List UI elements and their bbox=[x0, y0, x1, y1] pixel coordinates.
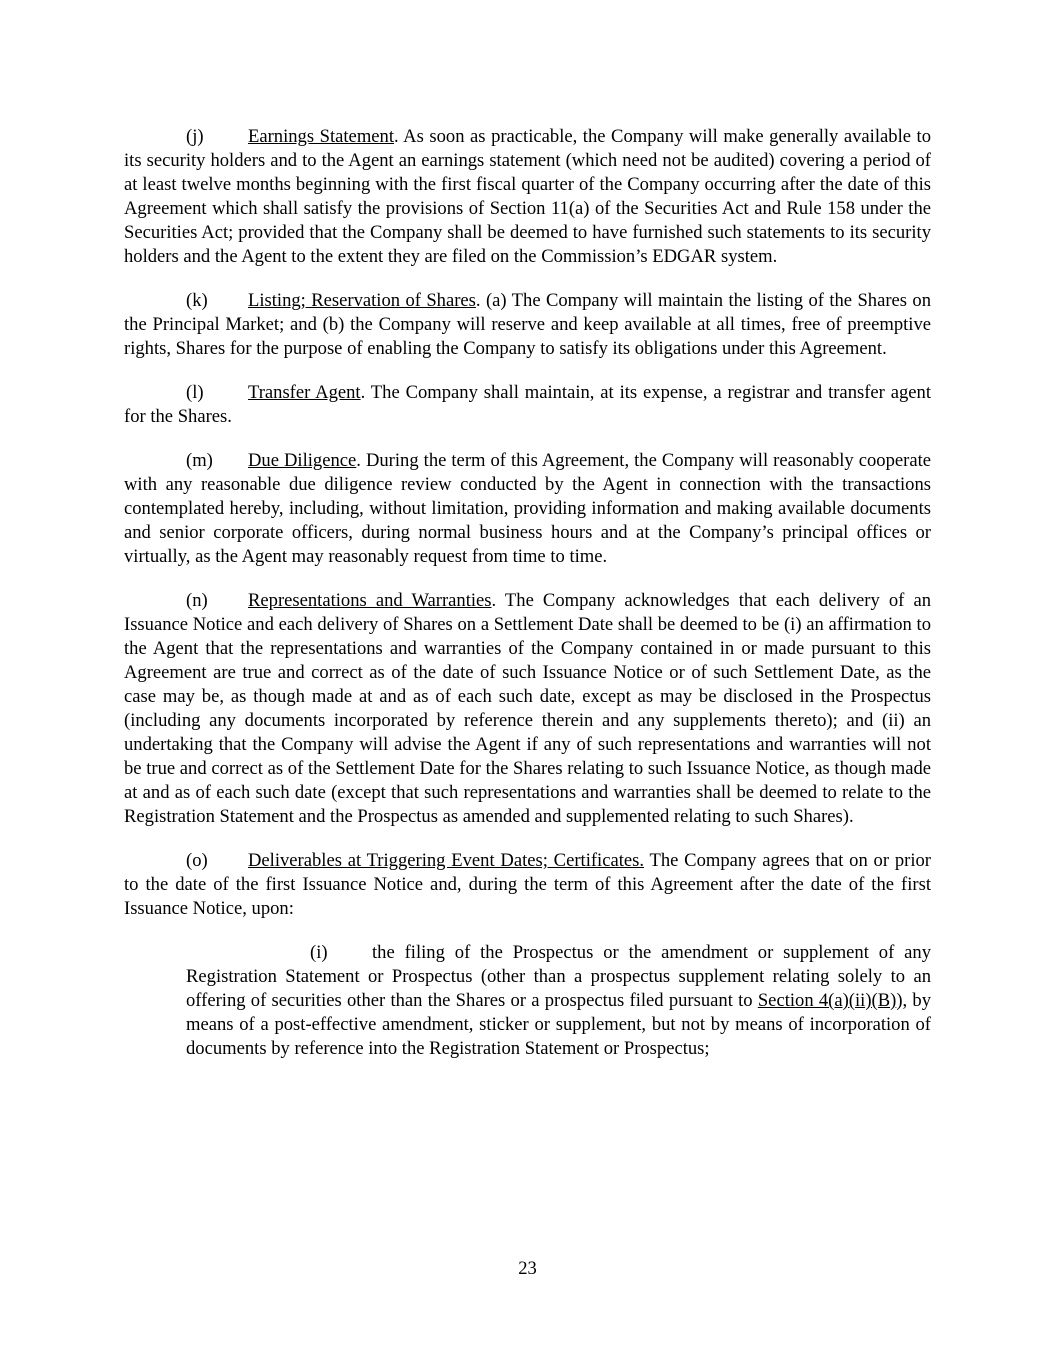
paragraph-number: (n) bbox=[186, 590, 208, 611]
paragraph-l bbox=[124, 381, 931, 429]
paragraph-m bbox=[124, 449, 931, 569]
paragraph-heading: Deliverables at Triggering Event Dates; Certificates. bbox=[248, 850, 645, 871]
page-number: 23 bbox=[518, 1258, 537, 1279]
paragraph-n bbox=[124, 589, 931, 829]
paragraph-number: (k) bbox=[186, 290, 208, 311]
paragraph-text: The Company agrees that on or prior to the date of the first Issuance Notice and, during the term of this Agreement after the date of the first Issuance Notice, upon: bbox=[124, 850, 931, 919]
subparagraph-number: (i) bbox=[310, 942, 328, 963]
paragraph-text: . During the term of this Agreement, the Company will reasonably cooperate with any reasonable due diligence review conducted by the Agent in connection with the transactions contemplated hereby, including, without limitation, providing information and making available documents and senior corporate officers, during normal business hours and at the Company’s principal offices or virtually, as the Agent may reasonably request from time to time. bbox=[124, 450, 931, 567]
paragraph-text: . As soon as practicable, the Company will make generally available to its security holders and to the Agent an earnings statement (which need not be audited) covering a period of at least twelve months beginning with the first fiscal quarter of the Company occurring after the date of this Agreement which shall satisfy the provisions of Section 11(a) of the Securities Act and Rule 158 under the Securities Act; provided that the Company shall be deemed to have furnished such statements to its security holders and the Agent to the extent they are filed on the Commission’s EDGAR system. bbox=[124, 126, 931, 267]
paragraph-j bbox=[124, 125, 931, 269]
paragraph-number: (m) bbox=[186, 450, 213, 471]
paragraph-heading: Earnings Statement bbox=[248, 126, 394, 147]
paragraph-heading: Representations and Warranties bbox=[248, 590, 492, 611]
paragraph-heading: Due Diligence bbox=[248, 450, 357, 471]
paragraph-text: . The Company acknowledges that each delivery of an Issuance Notice and each delivery of Shares on a Settlement Date shall be deemed to be (i) an affirmation to the Agent that the representations and warranties of the Company contained in or made pursuant to this Agreement are true and correct as of the date of such Issuance Notice or of such Settlement Date, as the case may be, as though made at and as of each such date, except as may be disclosed in the Prospectus (including any documents incorporated by reference therein and any supplements thereto); and (ii) an undertaking that the Company will advise the Agent if any of such representations and warranties will not be true and correct as of the Settlement Date for the Shares relating to such Issuance Notice, as though made at and as of each such date (except that such representations and warranties shall be deemed to relate to the Registration Statement and the Prospectus as amended and supplemented relating to such Shares). bbox=[124, 590, 932, 827]
paragraph-heading: Transfer Agent bbox=[248, 382, 361, 403]
paragraph-heading: Listing; Reservation of Shares bbox=[248, 290, 476, 311]
section-reference: Section 4(a)(ii)(B) bbox=[757, 990, 897, 1011]
subparagraph-text-after: ), by means of a post-effective amendment, sticker or supplement, but not by means of incorporation of documents by reference into the Registration Statement or Prospectus; bbox=[186, 990, 931, 1059]
subparagraph-i bbox=[186, 941, 931, 1061]
subparagraph-text-before: the filing of the Prospectus or the amendment or supplement of any Registration Statement or Prospectus (other than a prospectus supplement relating solely to an offering of securities other than the Shares or a prospectus filed pursuant to bbox=[186, 942, 931, 1011]
paragraph-k bbox=[124, 289, 931, 361]
paragraph-text: . (a) The Company will maintain the listing of the Shares on the Principal Market; and (b) the Company will reserve and keep available at all times, free of preemptive rights, Shares for the purpose of enabling the Company to satisfy its obligations under this Agreement. bbox=[124, 290, 932, 359]
paragraph-number: (l) bbox=[186, 382, 204, 403]
document-body bbox=[124, 125, 931, 1061]
paragraph-number: (j) bbox=[186, 126, 204, 147]
paragraph-text: . The Company shall maintain, at its expense, a registrar and transfer agent for the Shares. bbox=[124, 382, 931, 427]
paragraph-o bbox=[124, 849, 931, 921]
paragraph-number: (o) bbox=[186, 850, 208, 871]
